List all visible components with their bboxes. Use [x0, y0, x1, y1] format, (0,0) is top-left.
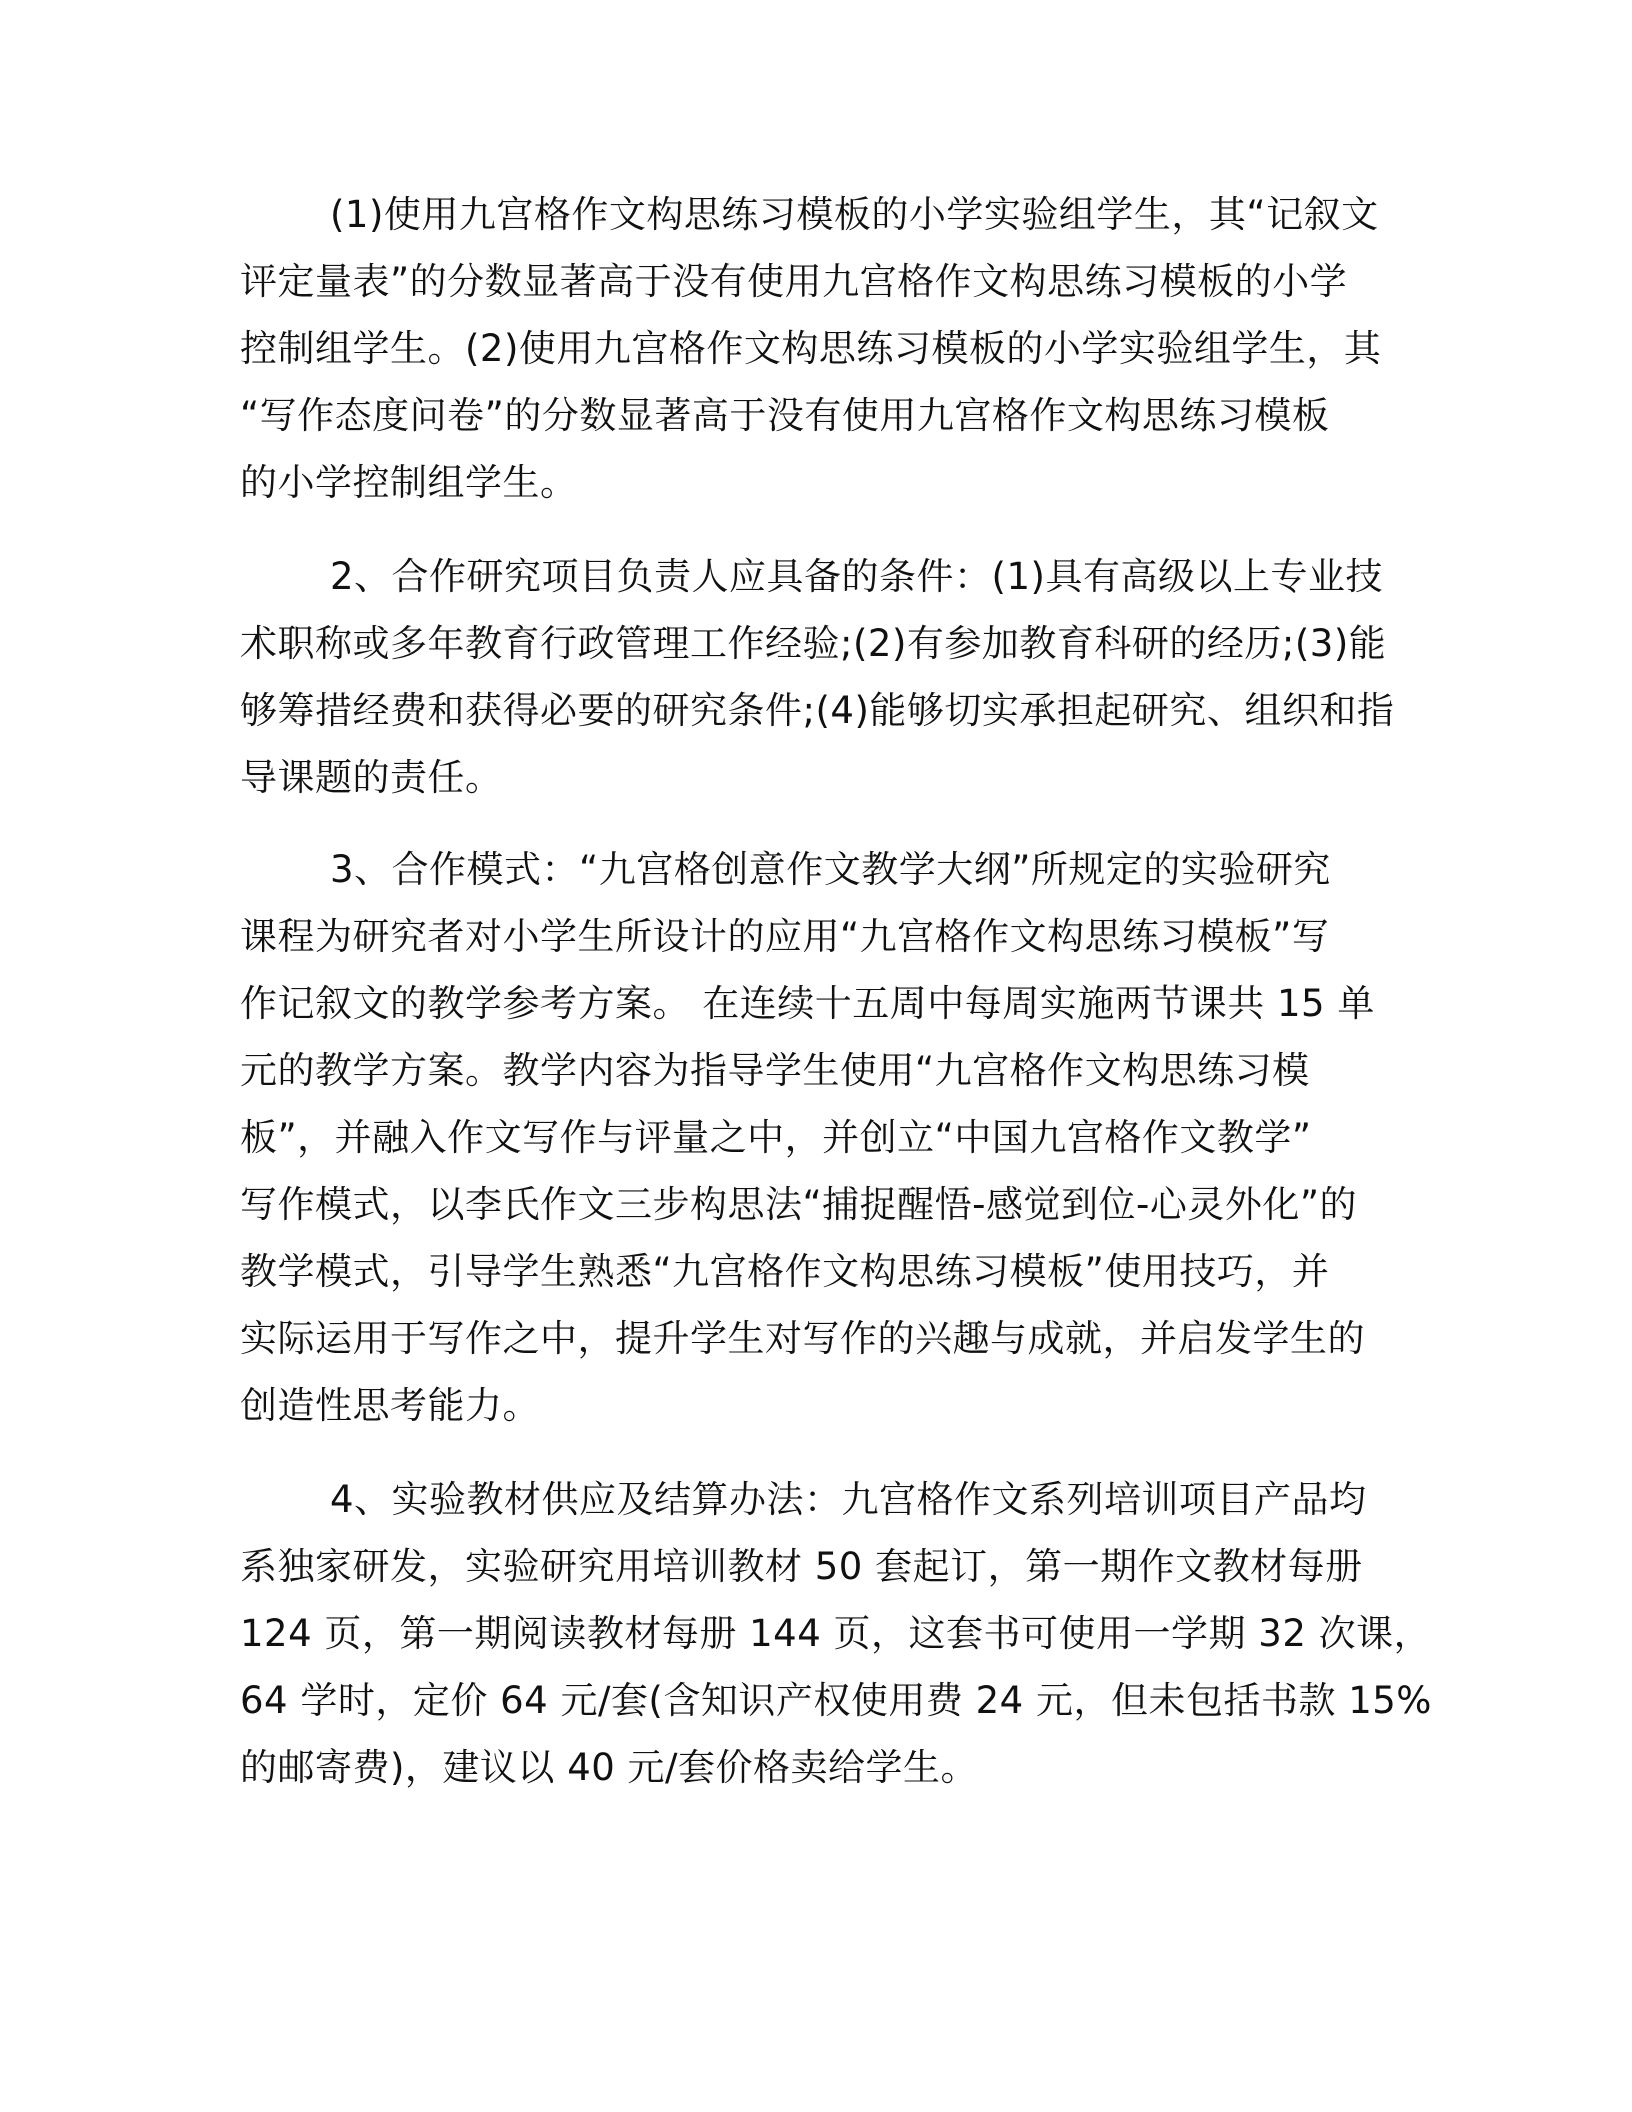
paragraph-4-line-1: 4、实验教材供应及结算办法：九宫格作文系列培训项目产品均 — [330, 1478, 1367, 1521]
paragraph-4-line-3: 124 页，第一期阅读教材每册 144 页，这套书可使用一学期 32 次课， — [240, 1612, 1432, 1655]
paragraph-3-line-2: 课程为研究者对小学生所设计的应用“九宫格作文构思练习模板”写 — [240, 915, 1330, 958]
paragraph-1-line-4: “写作态度问卷”的分数显著高于没有使用九宫格作文构思练习模板 — [240, 394, 1330, 437]
paragraph-2-line-3: 够筹措经费和获得必要的研究条件;(4)能够切实承担起研究、组织和指 — [240, 689, 1395, 732]
paragraph-4-line-2: 系独家研发，实验研究用培训教材 50 套起订，第一期作文教材每册 — [240, 1545, 1363, 1588]
paragraph-4-line-5: 的邮寄费)，建议以 40 元/套价格卖给学生。 — [240, 1746, 979, 1789]
paragraph-1-line-5: 的小学控制组学生。 — [240, 461, 578, 504]
paragraph-1-line-1: (1)使用九宫格作文构思练习模板的小学实验组学生，其“记叙文 — [330, 193, 1379, 236]
paragraph-3-line-6: 写作模式，以李氏作文三步构思法“捕捉醒悟-感觉到位-心灵外化”的 — [240, 1183, 1358, 1226]
paragraph-2-line-1: 2、合作研究项目负责人应具备的条件：(1)具有高级以上专业技 — [330, 555, 1383, 598]
paragraph-3-line-8: 实际运用于写作之中，提升学生对写作的兴趣与成就，并启发学生的 — [240, 1317, 1365, 1360]
paragraph-3-line-5: 板”，并融入作文写作与评量之中，并创立“中国九宫格作文教学” — [240, 1116, 1312, 1159]
paragraph-2-line-4: 导课题的责任。 — [240, 756, 503, 799]
paragraph-1-line-3: 控制组学生。(2)使用九宫格作文构思练习模板的小学实验组学生，其 — [240, 327, 1382, 370]
paragraph-4-line-4: 64 学时，定价 64 元/套(含知识产权使用费 24 元，但未包括书款 15% — [240, 1679, 1432, 1722]
paragraph-1-line-2: 评定量表”的分数显著高于没有使用九宫格作文构思练习模板的小学 — [240, 260, 1348, 303]
paragraph-3-line-7: 教学模式，引导学生熟悉“九宫格作文构思练习模板”使用技巧，并 — [240, 1250, 1330, 1293]
paragraph-3-line-1: 3、合作模式：“九宫格创意作文教学大纲”所规定的实验研究 — [330, 848, 1331, 891]
paragraph-3-line-9: 创造性思考能力。 — [240, 1384, 540, 1427]
paragraph-3-line-4: 元的教学方案。教学内容为指导学生使用“九宫格作文构思练习模 — [240, 1049, 1310, 1092]
paragraph-3-line-3: 作记叙文的教学参考方案。 在连续十五周中每周实施两节课共 15 单 — [240, 982, 1375, 1025]
paragraph-2-line-2: 术职称或多年教育行政管理工作经验;(2)有参加教育科研的经历;(3)能 — [240, 622, 1387, 665]
